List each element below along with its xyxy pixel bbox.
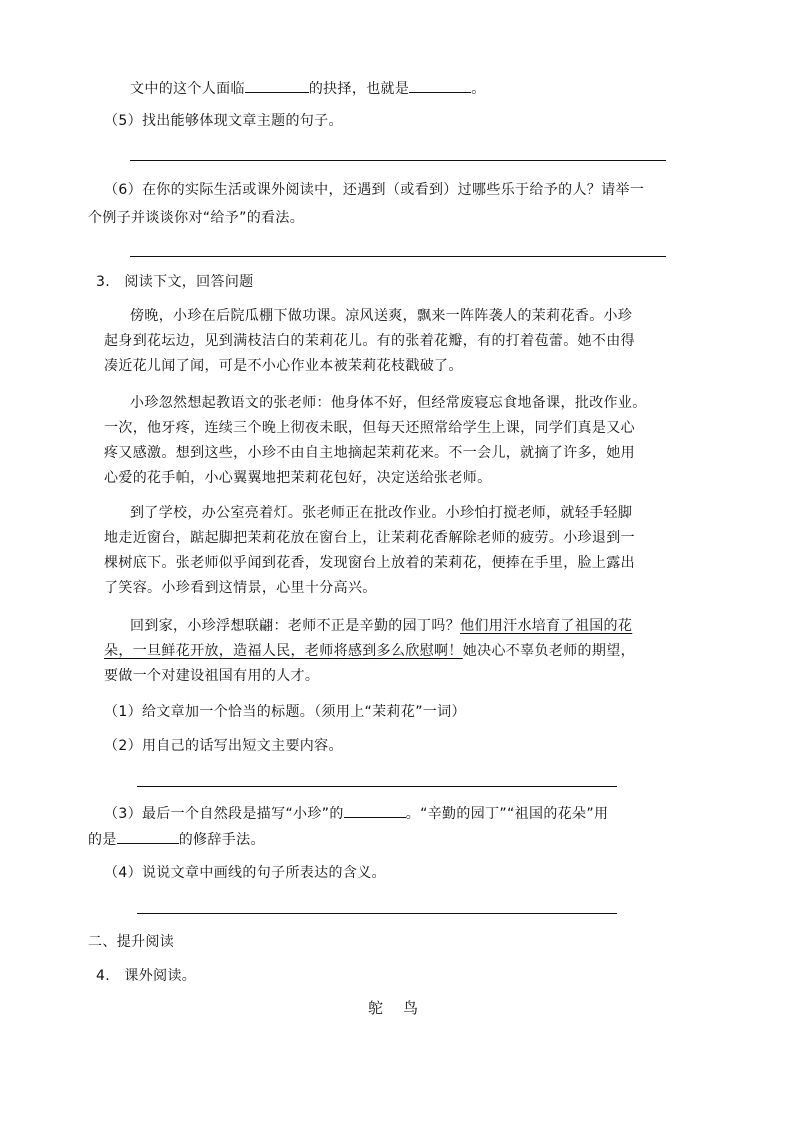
q3-paragraph1-line1: 傍晚，小珍在后院瓜棚下做功课。凉风送爽，飘来一阵阵袭人的茉莉花香。小珍	[130, 308, 633, 324]
q3-paragraph1-line3: 凑近花儿闻了闻，可是不小心作业本被茉莉花枝戳破了。	[104, 358, 463, 374]
q3-paragraph3-line4: 了笑容。小珍看到这情景，心里十分高兴。	[104, 580, 377, 596]
q3-paragraph2-line3: 疼又感激。想到这些，小珍不由自主地摘起茉莉花来。不一会儿，就摘了许多，她用	[104, 445, 635, 461]
q3-paragraph3-line3: 棵树底下。张老师似乎闻到花香，发现窗台上放着的茉莉花，便捧在手里，脸上露出	[104, 555, 635, 571]
q3-paragraph2-line2: 一次，他牙疼，连续三个晚上彻夜未眠，但每天还照常给学生上课，同学们真是又心	[104, 420, 635, 436]
underlined-sentence-part1: 他们用汗水培育了祖国的花	[460, 618, 633, 634]
answer-line-sub5[interactable]	[130, 160, 666, 161]
q3-paragraph4-text: 回到家，小珍浮想联翩：老师不正是辛勤的园丁吗？	[130, 618, 461, 634]
q3-sub3-text-c: 的是	[88, 832, 117, 848]
section2-heading: 二、提升阅读	[88, 934, 175, 950]
answer-blank-dilemma[interactable]	[245, 78, 309, 93]
answer-blank-description[interactable]	[344, 803, 406, 818]
q3-paragraph4-line2	[104, 641, 635, 661]
answer-line-q3-sub4[interactable]	[137, 913, 617, 914]
q3-paragraph4-text-b: 她决心不辜负老师的期望，	[462, 643, 635, 659]
q3-paragraph4-line3: 要做一个对建设祖国有用的人才。	[104, 668, 320, 684]
q4-heading: 4. 课外阅读。	[96, 968, 197, 984]
answer-blank-rhetoric[interactable]	[117, 829, 179, 844]
q3-paragraph3-line1: 到了学校，办公室亮着灯。张老师正在批改作业。小珍怕打搅老师，就轻手轻脚	[130, 505, 633, 521]
q2-sub6-line2: 个例子并谈谈你对“给予”的看法。	[88, 210, 305, 226]
q3-paragraph1-line2: 起身到花坛边，见到满枝洁白的茉莉花儿。有的张着花瓣，有的打着苞蕾。她不由得	[104, 333, 635, 349]
q3-paragraph2-line1: 小珍忽然想起教语文的张老师：他身体不好，但经常废寝忘食地备课，批改作业。	[130, 395, 647, 411]
passage-title: 鸵鸟	[368, 999, 439, 1017]
q2-line1-text-c: 。	[471, 81, 486, 97]
q2-line1-text-a: 文中的这个人面临	[130, 81, 245, 97]
q3-sub3-text-b: 。“辛勤的园丁”“祖国的花朵”用	[405, 806, 609, 822]
q2-sub6-line1: （6）在你的实际生活或课外阅读中，还遇到（或看到）过哪些乐于给予的人？请举一	[104, 182, 645, 198]
q2-line1	[130, 78, 486, 98]
q3-heading: 3. 阅读下文，回答问题	[96, 274, 254, 290]
answer-blank-choice[interactable]	[409, 78, 471, 93]
q3-paragraph3-line2: 地走近窗台，踮起脚把茉莉花放在窗台上，让茉莉花香解除老师的疲劳。小珍退到一	[104, 530, 635, 546]
q2-sub5: （5）找出能够体现文章主题的句子。	[104, 113, 343, 129]
underlined-sentence-part2: 朵，一旦鲜花开放，造福人民，老师将感到多么欣慰啊！	[104, 643, 463, 659]
q3-sub4: （4）说说文章中画线的句子所表达的含义。	[104, 865, 386, 881]
answer-line-q3-sub2[interactable]	[137, 786, 617, 787]
q3-sub3-text-d: 的修辞手法。	[178, 832, 265, 848]
q3-paragraph2-line4: 心爱的花手帕，小心翼翼地把茉莉花包好，决定送给张老师。	[104, 470, 492, 486]
q3-sub3-line2	[88, 829, 265, 849]
q3-sub2: （2）用自己的话写出短文主要内容。	[104, 738, 343, 754]
answer-line-sub6[interactable]	[130, 256, 666, 257]
q3-sub3-text-a: （3）最后一个自然段是描写“小珍”的	[104, 806, 344, 822]
q3-paragraph4-line1	[130, 616, 632, 636]
q3-sub1: （1）给文章加一个恰当的标题。（须用上“茉莉花”一词）	[104, 704, 466, 720]
q3-sub3-line1	[104, 803, 608, 823]
q2-line1-text-b: 的抉择，也就是	[308, 81, 410, 97]
